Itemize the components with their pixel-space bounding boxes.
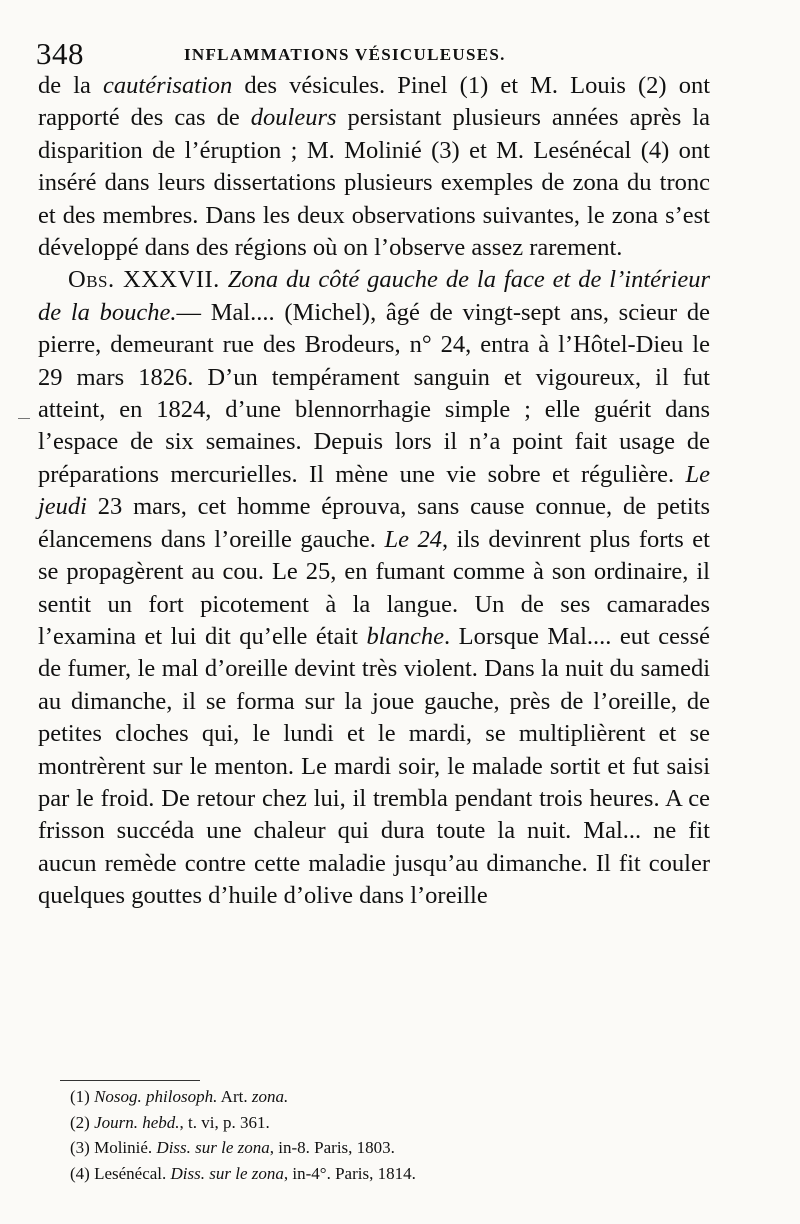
footnote-3: [70, 1135, 670, 1161]
text-run: de la: [38, 72, 104, 99]
footnote-rule: [60, 1080, 200, 1081]
italic-run: cautérisation: [103, 72, 233, 99]
page-number: 348: [36, 36, 84, 71]
footnote-number: (4): [70, 1163, 95, 1183]
text-run: persistant plusieurs années après la disparition de l’éruption ; M. Molinié (3) et M. Lesénécal (4) ont inséré dans leurs dissertations plusieurs exemples de zona du tronc et des membres. Dans les deux observations suivantes, le zona s’est développé dans des régions où on l’observe assez rarement.: [38, 104, 710, 262]
italic-run: douleurs: [250, 104, 337, 132]
footnote-1: [70, 1084, 670, 1110]
footnote-work: Nosog. philosoph.: [94, 1087, 218, 1106]
footnote-work: Journ. hebd.: [94, 1112, 180, 1132]
paragraph-intro: [38, 70, 710, 264]
observation-label: Obs. XXXVII.: [68, 266, 220, 294]
footnote-author: Lesénécal.: [94, 1163, 171, 1183]
footnote-rest: , t. vi, p. 361.: [179, 1112, 270, 1132]
paragraph-observation: [38, 264, 710, 912]
footnote-author: Molinié.: [94, 1138, 157, 1157]
text-run: . Lorsque Mal.... eut cessé de fumer, le mal d’oreille devint très violent. Dans la nuit du samedi au dimanche, il se forma sur la joue gauche, près de l’oreille, de petites cloches qui, le lundi et le mardi, se multiplièrent et se montrèrent sur le menton. Le mardi soir, le malade sortit et fut saisi par le froid. De retour chez lui, il trembla pendant trois heures. A ce frisson succéda une chaleur qui dura toute la nuit. Mal... ne fit aucun remède contre cette maladie jusqu’au dimanche. Il fit couler quelques gouttes d’huile d’olive dans l’oreille: [38, 622, 710, 910]
footnote-number: (1): [70, 1087, 95, 1106]
observation-title: Zona du côté gauche de la face et de l’intérieur de la bouche.: [38, 266, 710, 326]
margin-mark: [18, 418, 30, 419]
footnote-work: Diss. sur le zona: [156, 1138, 270, 1157]
text-run: — Mal.... (Michel), âgé de vingt-sept ans, scieur de pierre, demeurant rue des Brodeurs, n° 24, entra à l’Hôtel-Dieu le 29 mars 1826. D’un tempérament sanguin et vigoureux, il fut atteint, en 1824, d’une blennorrhagie simple ; elle guérit dans l’espace de six semaines. Depuis lors il n’a point fait usage de préparations mercurielles. Il mène une vie sobre et régulière.: [38, 298, 710, 488]
text-run: 23 mars, cet homme éprouva, sans cause connue, de petits élancemens dans l’oreille gauche.: [38, 493, 710, 553]
footnotes: [70, 1084, 670, 1186]
footnote-4: [70, 1161, 670, 1187]
italic-run: Le 24: [384, 525, 442, 553]
footnote-work: Diss. sur le zona: [170, 1163, 284, 1183]
running-head: INFLAMMATIONS VÉSICULEUSES.: [184, 45, 506, 64]
body-text: [38, 70, 710, 913]
footnote-rest: Art.: [217, 1087, 252, 1106]
italic-run: blanche: [366, 622, 445, 650]
page-header: [36, 34, 716, 74]
footnote-2: [70, 1110, 670, 1136]
footnote-rest: , in-8. Paris, 1803.: [269, 1138, 395, 1157]
text-run: des vésicules. Pinel (1) et M. Louis (2) ont rapporté des cas de: [38, 72, 710, 132]
italic-run: Le jeudi: [38, 460, 710, 521]
text-run: , ils devinrent plus forts et se propagèrent au cou. Le 25, en fumant comme à son ordinaire, il sentit un fort picotement à la langue. Un de ses camarades l’examina et lui dit qu’elle était: [38, 525, 710, 650]
footnote-rest: , in-4°. Paris, 1814.: [283, 1163, 416, 1183]
footnote-number: (2): [70, 1112, 95, 1132]
footnote-work: zona.: [251, 1087, 289, 1106]
footnote-number: (3): [70, 1138, 95, 1157]
